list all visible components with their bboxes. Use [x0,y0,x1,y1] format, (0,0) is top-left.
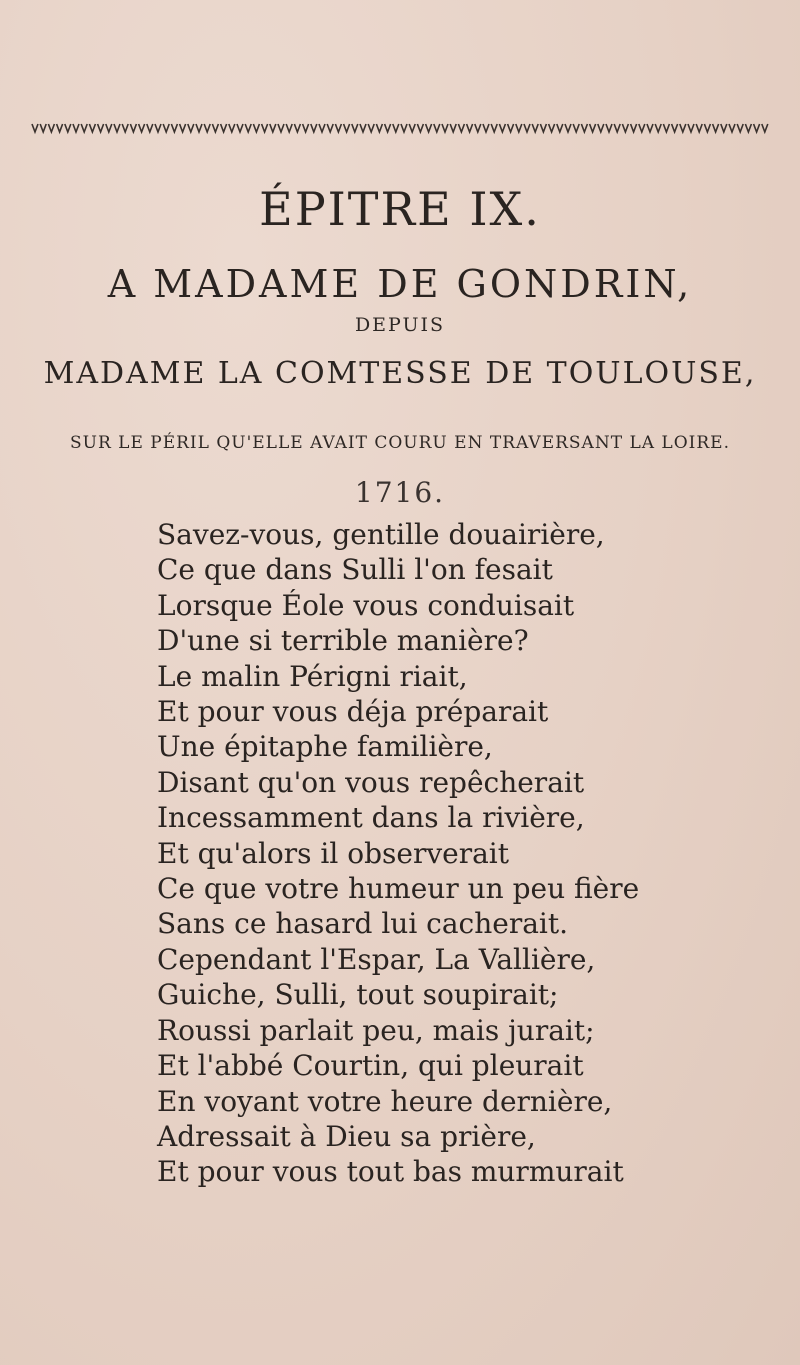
verse-line: Le malin Périgni riait, [157,659,468,693]
ornament-flourish [745,124,751,132]
ornament-flourish [508,124,514,132]
ornament-flourish [286,124,292,132]
ornament-flourish [483,124,489,132]
ornament-flourish [81,124,87,132]
ornament-flourish [401,124,407,132]
ornament-flourish [294,124,300,132]
ornament-flourish [360,124,366,132]
verse-line: Lorsque Éole vous conduisait [157,588,575,622]
ornament-flourish [130,124,136,132]
ornament-flourish [98,124,104,132]
ornament-flourish [762,124,768,132]
poem-verses [157,517,639,1190]
ornament-flourish [614,124,620,132]
ornament-flourish [426,124,432,132]
ornament-flourish [672,124,678,132]
ornament-pattern [30,120,770,136]
ornament-flourish [180,124,186,132]
ornament-flourish [688,124,694,132]
ornament-flourish [163,124,169,132]
ornament-flourish [344,124,350,132]
ornament-flourish [434,124,440,132]
verse-line: Roussi parlait peu, mais jurait; [157,1013,595,1047]
ornament-flourish [704,124,710,132]
depuis-label: DEPUIS [354,314,446,336]
ornament-flourish [89,124,95,132]
ornament-flourish [155,124,161,132]
ornament-flourish [303,124,309,132]
ornament-flourish [122,124,128,132]
ornament-flourish [335,124,341,132]
ornament-flourish [655,124,661,132]
ornament-flourish [319,124,325,132]
verse-line: Savez-vous, gentille douairière, [157,518,605,551]
ornament-flourish [590,124,596,132]
ornament-flourish [721,124,727,132]
ornament-flourish [696,124,702,132]
verse-line: D'une si terrible manière? [157,624,529,658]
ornament-flourish [540,124,546,132]
ornament-flourish [663,124,669,132]
ornament-flourish [188,124,194,132]
ornament-flourish [385,124,391,132]
ornament-flourish [491,124,497,132]
ornament-flourish [368,124,374,132]
ornament-flourish [229,124,235,132]
ornament-flourish [262,124,268,132]
ornament-flourish [245,124,251,132]
ornament-flourish [114,124,120,132]
verse-line: Et pour vous déja préparait [157,695,549,729]
ornament-flourish [106,124,112,132]
ornament-flourish [393,124,399,132]
ornament-flourish [516,124,522,132]
ornament-flourish [212,124,218,132]
ornament-flourish [442,124,448,132]
ornament-flourish [450,124,456,132]
ornament-flourish [147,124,153,132]
verse-line: Guiche, Sulli, tout soupirait; [157,978,559,1012]
ornament-flourish [352,124,358,132]
ornament-flourish [221,124,227,132]
verse-line: En voyant votre heure dernière, [157,1084,613,1118]
verse-line: Adressait à Dieu sa prière, [157,1119,536,1153]
verse-line: Cependant l'Espar, La Vallière, [157,942,596,976]
ornament-flourish [237,124,243,132]
ornament-flourish [65,124,71,132]
ornament-flourish [606,124,612,132]
ornament-flourish [171,124,177,132]
ornament-flourish [532,124,538,132]
ornament-flourish [557,124,563,132]
ornament-flourish [622,124,628,132]
ornament-flourish [467,124,473,132]
ornament-flourish [40,124,46,132]
verse-line: Incessamment dans la rivière, [157,801,585,835]
occasion-subtitle: SUR LE PÉRIL QU'ELLE AVAIT COURU EN TRAVERSANT LA LOIRE. [70,433,730,453]
ornament-flourish [524,124,530,132]
verse-line: Ce que dans Sulli l'on fesait [157,553,553,587]
ornament-flourish [581,124,587,132]
ornament-flourish [573,124,579,132]
ornament-flourish [278,124,284,132]
ornament-flourish [754,124,760,132]
ornament-flourish [270,124,276,132]
verse-line: Et qu'alors il observerait [157,836,509,870]
year-label: 1716. [354,476,446,509]
addressee-former-title: MADAME LA COMTESSE DE TOULOUSE, [43,356,757,391]
ornament-flourish [639,124,645,132]
verse-line: Disant qu'on vous repêcherait [157,765,585,799]
ornament-flourish [311,124,317,132]
ornament-flourish [253,124,259,132]
ornament-flourish [680,124,686,132]
ornament-flourish [327,124,333,132]
ornament-flourish [647,124,653,132]
ornament-flourish [73,124,79,132]
ornament-flourish [376,124,382,132]
ornament-flourish [713,124,719,132]
addressee-heading: A MADAME DE GONDRIN, [107,262,693,306]
epistle-title: ÉPITRE IX. [259,182,541,236]
ornament-flourish [458,124,464,132]
ornament-flourish [565,124,571,132]
verse-line: Sans ce hasard lui cacherait. [157,907,569,941]
ornament-flourish [139,124,145,132]
ornament-flourish [737,124,743,132]
verse-line: Et l'abbé Courtin, qui pleurait [157,1049,584,1083]
ornament-flourish [631,124,637,132]
verse-line: Ce que votre humeur un peu fière [157,872,640,906]
ornament-flourish [48,124,54,132]
ornament-flourish [32,124,38,132]
verse-line: Une épitaphe familière, [157,730,493,764]
verse-line: Et pour vous tout bas murmurait [157,1155,624,1189]
ornament-flourish [729,124,735,132]
ornament-flourish [475,124,481,132]
ornament-flourish [499,124,505,132]
ornament-flourish [196,124,202,132]
ornament-flourish [598,124,604,132]
ornament-flourish [549,124,555,132]
ornament-flourish [204,124,210,132]
ornamental-border-rule [30,120,770,136]
ornament-flourish [57,124,63,132]
ornament-flourish [417,124,423,132]
ornament-flourish [409,124,415,132]
